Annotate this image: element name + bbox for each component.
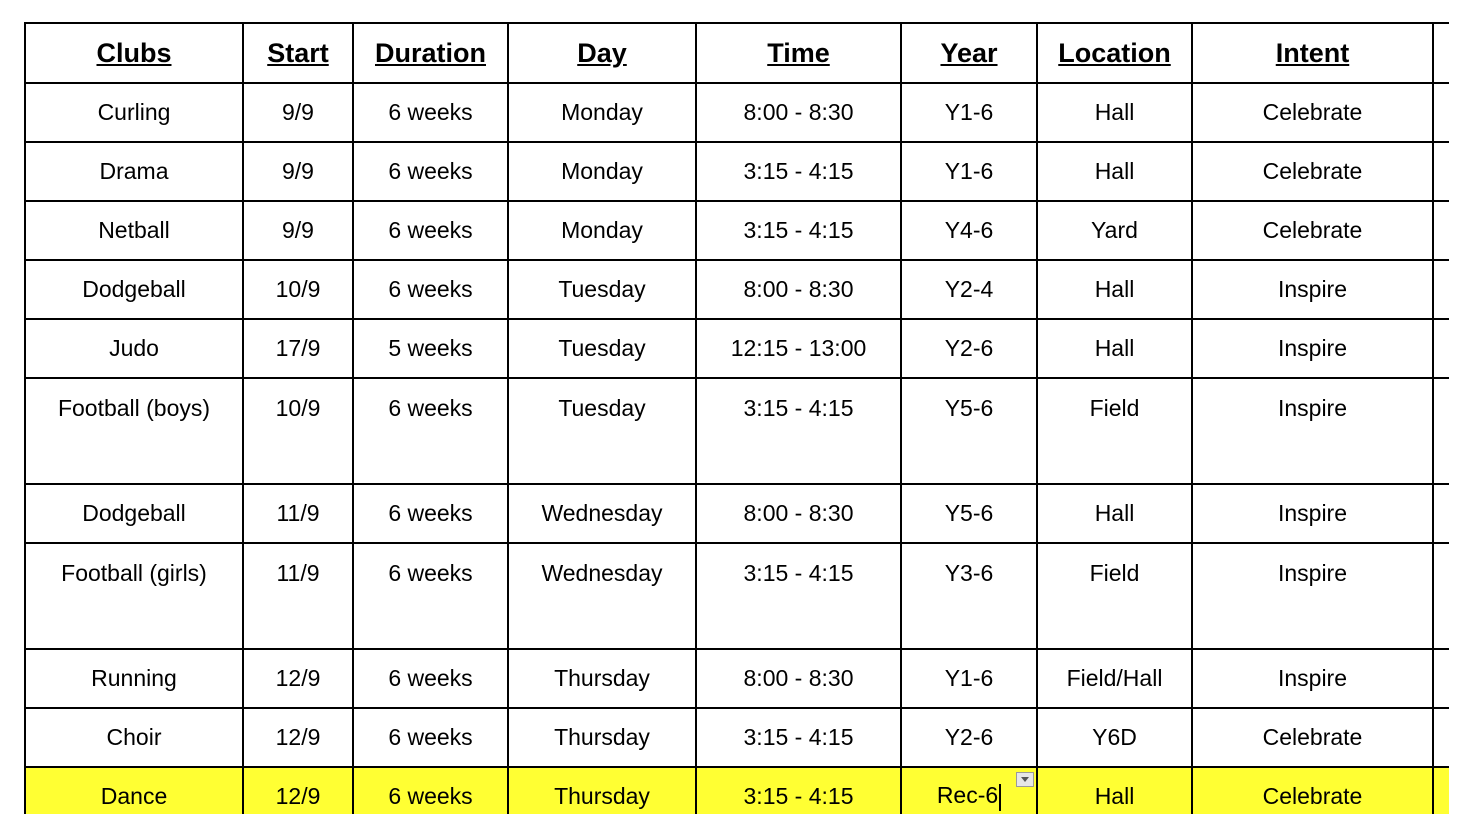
cell-year[interactable]: Y3-6 bbox=[901, 543, 1037, 649]
cell-location[interactable]: Y6D bbox=[1037, 708, 1192, 767]
cell-duration[interactable]: 6 weeks bbox=[353, 543, 508, 649]
cell-intent[interactable]: Inspire bbox=[1192, 319, 1433, 378]
header-intent[interactable]: Intent bbox=[1192, 23, 1433, 83]
cell-extra[interactable] bbox=[1433, 201, 1449, 260]
cell-day[interactable]: Thursday bbox=[508, 767, 696, 814]
cell-duration[interactable]: 5 weeks bbox=[353, 319, 508, 378]
cell-extra[interactable] bbox=[1433, 378, 1449, 484]
cell-day[interactable]: Thursday bbox=[508, 708, 696, 767]
cell-extra[interactable] bbox=[1433, 708, 1449, 767]
cell-duration[interactable]: 6 weeks bbox=[353, 378, 508, 484]
cell-day[interactable]: Monday bbox=[508, 142, 696, 201]
header-extra-cell[interactable] bbox=[1433, 23, 1449, 83]
cell-day[interactable]: Wednesday bbox=[508, 484, 696, 543]
cell-day[interactable]: Thursday bbox=[508, 649, 696, 708]
cell-year[interactable]: Y2-6 bbox=[901, 319, 1037, 378]
cell-year[interactable]: Y2-6 bbox=[901, 708, 1037, 767]
cell-club[interactable]: Curling bbox=[25, 83, 243, 142]
table-row bbox=[25, 649, 1449, 708]
cell-start[interactable]: 9/9 bbox=[243, 201, 353, 260]
cell-club[interactable]: Judo bbox=[25, 319, 243, 378]
cell-duration[interactable]: 6 weeks bbox=[353, 484, 508, 543]
cell-extra[interactable] bbox=[1433, 260, 1449, 319]
cell-location[interactable]: Hall bbox=[1037, 319, 1192, 378]
cell-duration[interactable]: 6 weeks bbox=[353, 649, 508, 708]
cell-year[interactable]: Y1-6 bbox=[901, 142, 1037, 201]
cell-duration[interactable]: 6 weeks bbox=[353, 142, 508, 201]
cell-duration[interactable]: 6 weeks bbox=[353, 767, 508, 814]
clubs-table bbox=[24, 22, 1449, 814]
cell-club[interactable]: Football (boys) bbox=[25, 378, 243, 484]
cell-day[interactable]: Tuesday bbox=[508, 378, 696, 484]
cell-club[interactable]: Dodgeball bbox=[25, 484, 243, 543]
cell-start[interactable]: 12/9 bbox=[243, 649, 353, 708]
table-row bbox=[25, 260, 1449, 319]
cell-year[interactable]: Y1-6 bbox=[901, 649, 1037, 708]
header-clubs[interactable]: Clubs bbox=[25, 23, 243, 83]
cell-extra[interactable] bbox=[1433, 319, 1449, 378]
header-day[interactable]: Day bbox=[508, 23, 696, 83]
cell-time[interactable]: 3:15 - 4:15 bbox=[696, 543, 901, 649]
cell-year-text: Rec-6 bbox=[936, 782, 999, 809]
dropdown-arrow-icon[interactable] bbox=[1016, 772, 1034, 787]
cell-day[interactable]: Monday bbox=[508, 83, 696, 142]
table-row bbox=[25, 378, 1449, 484]
cell-club[interactable]: Choir bbox=[25, 708, 243, 767]
cell-duration[interactable]: 6 weeks bbox=[353, 83, 508, 142]
cell-duration[interactable]: 6 weeks bbox=[353, 260, 508, 319]
cell-time[interactable]: 3:15 - 4:15 bbox=[696, 142, 901, 201]
cell-start[interactable]: 10/9 bbox=[243, 260, 353, 319]
header-time[interactable]: Time bbox=[696, 23, 901, 83]
table-row bbox=[25, 543, 1449, 649]
cell-start[interactable]: 11/9 bbox=[243, 543, 353, 649]
cell-time[interactable]: 12:15 - 13:00 bbox=[696, 319, 901, 378]
cell-time[interactable]: 8:00 - 8:30 bbox=[696, 649, 901, 708]
cell-start[interactable]: 12/9 bbox=[243, 767, 353, 814]
header-row bbox=[25, 23, 1449, 83]
cell-start[interactable]: 12/9 bbox=[243, 708, 353, 767]
cell-year[interactable]: Y4-6 bbox=[901, 201, 1037, 260]
cell-year[interactable]: Y5-6 bbox=[901, 378, 1037, 484]
cell-club[interactable]: Football (girls) bbox=[25, 543, 243, 649]
cell-location[interactable]: Yard bbox=[1037, 201, 1192, 260]
cell-extra[interactable] bbox=[1433, 767, 1449, 814]
header-duration[interactable]: Duration bbox=[353, 23, 508, 83]
cell-location[interactable]: Hall bbox=[1037, 142, 1192, 201]
cell-club[interactable]: Dodgeball bbox=[25, 260, 243, 319]
cell-club[interactable]: Dance bbox=[25, 767, 243, 814]
header-year[interactable]: Year bbox=[901, 23, 1037, 83]
cell-time[interactable]: 8:00 - 8:30 bbox=[696, 260, 901, 319]
cell-extra[interactable] bbox=[1433, 142, 1449, 201]
cell-time[interactable]: 3:15 - 4:15 bbox=[696, 767, 901, 814]
cell-location[interactable]: Hall bbox=[1037, 484, 1192, 543]
cell-extra[interactable] bbox=[1433, 83, 1449, 142]
cell-club[interactable]: Running bbox=[25, 649, 243, 708]
cell-location[interactable]: Hall bbox=[1037, 767, 1192, 814]
cell-time[interactable]: 8:00 - 8:30 bbox=[696, 83, 901, 142]
cell-duration[interactable]: 6 weeks bbox=[353, 201, 508, 260]
cell-start[interactable]: 9/9 bbox=[243, 83, 353, 142]
cell-club[interactable]: Drama bbox=[25, 142, 243, 201]
text-cursor bbox=[999, 784, 1001, 811]
cell-location[interactable]: Hall bbox=[1037, 260, 1192, 319]
cell-extra[interactable] bbox=[1433, 543, 1449, 649]
cell-intent[interactable]: Celebrate bbox=[1192, 142, 1433, 201]
cell-time[interactable]: 3:15 - 4:15 bbox=[696, 708, 901, 767]
table-row bbox=[25, 83, 1449, 142]
cell-intent[interactable]: Inspire bbox=[1192, 378, 1433, 484]
header-start[interactable]: Start bbox=[243, 23, 353, 83]
cell-year[interactable]: Y2-4 bbox=[901, 260, 1037, 319]
table-row-selected bbox=[25, 767, 1449, 814]
cell-intent[interactable]: Celebrate bbox=[1192, 83, 1433, 142]
cell-start[interactable]: 17/9 bbox=[243, 319, 353, 378]
cell-intent[interactable]: Celebrate bbox=[1192, 767, 1433, 814]
cell-day[interactable]: Wednesday bbox=[508, 543, 696, 649]
cell-intent[interactable]: Inspire bbox=[1192, 649, 1433, 708]
table-row bbox=[25, 708, 1449, 767]
table-row bbox=[25, 142, 1449, 201]
cell-location[interactable]: Field bbox=[1037, 378, 1192, 484]
table-row bbox=[25, 319, 1449, 378]
cell-intent[interactable]: Inspire bbox=[1192, 260, 1433, 319]
cell-intent[interactable]: Celebrate bbox=[1192, 708, 1433, 767]
cell-day[interactable]: Monday bbox=[508, 201, 696, 260]
cell-day[interactable]: Tuesday bbox=[508, 260, 696, 319]
cell-intent[interactable]: Inspire bbox=[1192, 543, 1433, 649]
cell-intent[interactable]: Celebrate bbox=[1192, 201, 1433, 260]
cell-extra[interactable] bbox=[1433, 484, 1449, 543]
table-row bbox=[25, 484, 1449, 543]
cell-year-editing[interactable] bbox=[901, 767, 1037, 814]
cell-day[interactable]: Tuesday bbox=[508, 319, 696, 378]
table-row bbox=[25, 201, 1449, 260]
cell-location[interactable]: Hall bbox=[1037, 83, 1192, 142]
cell-year[interactable]: Y1-6 bbox=[901, 83, 1037, 142]
cell-club[interactable]: Netball bbox=[25, 201, 243, 260]
cell-intent[interactable]: Inspire bbox=[1192, 484, 1433, 543]
cell-location[interactable]: Field/Hall bbox=[1037, 649, 1192, 708]
header-location[interactable]: Location bbox=[1037, 23, 1192, 83]
cell-start[interactable]: 10/9 bbox=[243, 378, 353, 484]
cell-start[interactable]: 9/9 bbox=[243, 142, 353, 201]
cell-time[interactable]: 3:15 - 4:15 bbox=[696, 201, 901, 260]
cell-duration[interactable]: 6 weeks bbox=[353, 708, 508, 767]
cell-time[interactable]: 8:00 - 8:30 bbox=[696, 484, 901, 543]
cell-location[interactable]: Field bbox=[1037, 543, 1192, 649]
cell-time[interactable]: 3:15 - 4:15 bbox=[696, 378, 901, 484]
cell-extra[interactable] bbox=[1433, 649, 1449, 708]
cell-start[interactable]: 11/9 bbox=[243, 484, 353, 543]
cell-year[interactable]: Y5-6 bbox=[901, 484, 1037, 543]
